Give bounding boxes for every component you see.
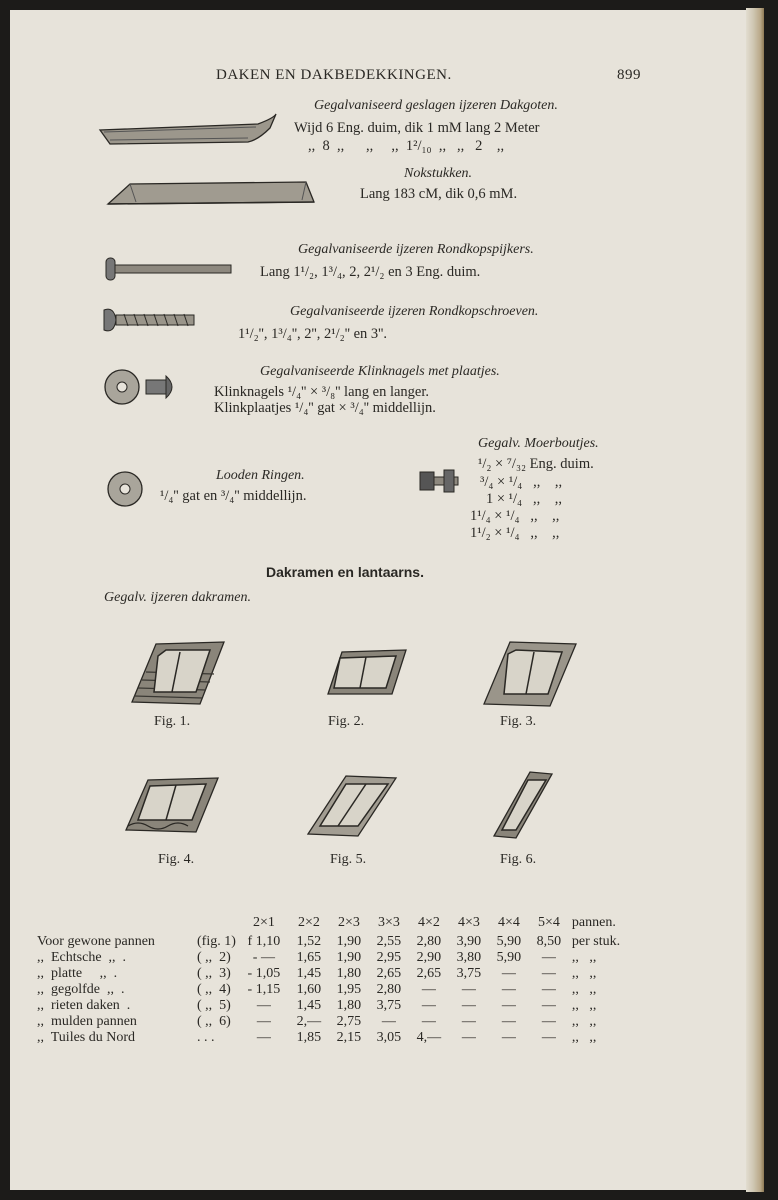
price-cell: 1,45 [296,966,322,981]
row-label: ,, platte ,, . [37,966,118,981]
figure-caption: Fig. 2. [328,714,365,729]
price-cell: - 1,05 [247,966,281,981]
skylight-fig-6 [492,770,554,838]
item-line: Klinknagels ¹/₄'' × ³/₈'' lang en langer. [214,384,430,400]
figure-caption: Fig. 6. [500,852,537,867]
price-cell: 1,90 [336,934,362,949]
section-title: Dakramen en lantaarns. [266,564,424,580]
price-cell: — [461,1014,476,1029]
price-cell: 1,80 [336,998,362,1013]
table-row [34,982,639,998]
price-cell: 2,80 [416,934,442,949]
price-cell: — [501,1014,516,1029]
item-title-dakgoten: Gegalvaniseerd geslagen ijzeren Dakgoten. [314,98,558,113]
price-cell: - 1,15 [247,982,281,997]
row-unit: ,, ,, [571,998,597,1013]
table-row [34,966,639,982]
row-unit: ,, ,, [571,966,597,981]
price-cell: — [461,1030,476,1045]
figure-caption: Fig. 5. [330,852,367,867]
price-cell: 2,80 [376,982,402,997]
column-header: 4×3 [457,915,480,930]
price-cell: — [461,998,476,1013]
row-unit: ,, ,, [571,1014,597,1029]
row-label: ,, gegolfde ,, . [37,982,125,997]
item-line: Lang 1¹/₂, 1³/₄, 2, 2¹/₂ en 3 Eng. duim. [260,264,481,280]
price-cell: — [256,1014,271,1029]
row-unit: ,, ,, [571,1030,597,1045]
column-header: 2×2 [297,915,320,930]
item-line: Lang 183 cM, dik 0,6 mM. [360,186,518,202]
item-line: ,, 8 ,, ,, ,, 1²/₁₀ ,, ,, 2 ,, [308,138,505,154]
price-cell: 2,90 [416,950,442,965]
row-fig-ref: ( ,, 3) [197,966,231,981]
table-row [34,934,639,950]
price-table-header [34,912,639,934]
figure-caption: Fig. 3. [500,714,537,729]
price-cell: — [501,982,516,997]
price-cell: — [501,1030,516,1045]
lead-ring-illustration [106,470,146,510]
price-cell: 4,— [416,1030,442,1045]
price-cell: 1,45 [296,998,322,1013]
item-title-nokstukken: Nokstukken. [404,166,473,181]
bolt-nut-illustration [418,466,462,496]
screw-illustration [102,306,202,336]
price-cell: — [381,1014,396,1029]
price-cell: — [501,998,516,1013]
price-cell: 3,75 [376,998,402,1013]
price-cell: — [421,1014,436,1029]
item-line: Wijd 6 Eng. duim, dik 1 mM lang 2 Meter [294,120,540,136]
page [10,10,746,1190]
price-cell: 1,65 [296,950,322,965]
row-unit: ,, ,, [571,950,597,965]
figure-caption: Fig. 4. [158,852,195,867]
page-number: 899 [617,67,641,83]
price-cell: 5,90 [496,950,522,965]
price-table [34,912,639,1046]
row-unit: ,, ,, [571,982,597,997]
price-cell: - — [252,950,275,965]
price-cell: 1,60 [296,982,322,997]
row-label: Voor gewone pannen [37,934,155,949]
price-cell: 1,85 [296,1030,322,1045]
column-header: 5×4 [537,915,560,930]
price-cell: — [421,998,436,1013]
price-cell: 2,75 [336,1014,362,1029]
nail-illustration [104,256,234,282]
price-cell: 3,75 [456,966,482,981]
price-cell: 3,90 [456,934,482,949]
rivet-washer-illustration [104,368,178,408]
column-header: pannen. [571,915,616,930]
row-label: ,, Echtsche ,, . [37,950,127,965]
row-label: ,, mulden pannen [37,1014,137,1029]
row-unit: per stuk. [571,934,621,949]
item-title-looden-ringen: Looden Ringen. [216,468,305,483]
price-cell: 1,90 [336,950,362,965]
row-label: ,, rieten daken . [37,998,131,1013]
item-title-rondkopspijkers: Gegalvaniseerde ijzeren Rondkopspijkers. [298,242,534,257]
price-cell: — [541,1014,556,1029]
item-title-klinknagels: Gegalvaniseerde Klinknagels met plaatjes. [260,364,500,379]
item-line: 1¹/₄ × ¹/₄ ,, ,, [470,508,560,524]
price-cell: — [421,982,436,997]
table-row [34,1014,639,1030]
item-line: ³/₄ × ¹/₄ ,, ,, [480,474,563,490]
price-cell: — [541,1030,556,1045]
skylight-fig-1 [130,640,226,706]
price-cell: — [541,950,556,965]
row-fig-ref: ( ,, 6) [197,1014,231,1029]
price-cell: f 1,10 [247,934,281,949]
price-cell: — [541,966,556,981]
column-header: 2×3 [337,915,360,930]
item-line: 1 × ¹/₄ ,, ,, [486,491,562,507]
table-row [34,1030,639,1046]
item-line: Klinkplaatjes ¹/₄'' gat × ³/₄'' middellijn. [214,400,436,416]
price-cell: — [541,998,556,1013]
price-cell: 8,50 [536,934,562,949]
skylight-fig-3 [482,640,578,706]
skylight-fig-2 [326,648,408,696]
ridge-piece-illustration [106,178,316,210]
item-line: 1¹/₂'', 1³/₄'', 2'', 2¹/₂'' en 3''. [238,326,387,342]
column-header: 4×2 [417,915,440,930]
item-title-moerboutjes: Gegalv. Moerboutjes. [478,436,599,451]
item-line: ¹/₂ × ⁷/₃₂ Eng. duim. [478,456,594,472]
row-fig-ref: ( ,, 4) [197,982,231,997]
price-cell: 2,55 [376,934,402,949]
price-cell: 3,80 [456,950,482,965]
price-cell: 2,— [296,1014,322,1029]
book-spine-edge [746,8,764,1192]
price-cell: 5,90 [496,934,522,949]
item-line: 1¹/₂ × ¹/₄ ,, ,, [470,525,560,541]
price-cell: — [256,1030,271,1045]
row-fig-ref: ( ,, 2) [197,950,231,965]
section-subtitle: Gegalv. ijzeren dakramen. [104,590,251,605]
skylight-fig-4 [124,774,220,832]
price-cell: 1,80 [336,966,362,981]
column-header: 2×1 [252,915,275,930]
row-label: ,, Tuiles du Nord [37,1030,136,1045]
price-cell: 2,15 [336,1030,362,1045]
row-fig-ref: ( ,, 5) [197,998,231,1013]
item-line: ¹/₄'' gat en ³/₄'' middellijn. [160,488,307,504]
figure-caption: Fig. 1. [154,714,191,729]
row-fig-ref: . . . [197,1030,215,1045]
price-cell: — [541,982,556,997]
price-cell: — [256,998,271,1013]
price-cell: — [501,966,516,981]
price-cell: 2,65 [416,966,442,981]
price-cell: 2,95 [376,950,402,965]
price-cell: 3,05 [376,1030,402,1045]
price-cell: — [461,982,476,997]
running-header-title: DAKEN EN DAKBEDEKKINGEN. [216,67,452,83]
price-cell: 1,52 [296,934,322,949]
column-header: 3×3 [377,915,400,930]
price-cell: 1,95 [336,982,362,997]
gutter-illustration [98,112,278,152]
row-fig-ref: (fig. 1) [197,934,236,949]
item-title-rondkopschroeven: Gegalvaniseerde ijzeren Rondkopschroeven. [290,304,539,319]
table-row [34,950,639,966]
skylight-fig-5 [306,774,398,836]
column-header: 4×4 [497,915,520,930]
table-row [34,998,639,1014]
price-cell: 2,65 [376,966,402,981]
